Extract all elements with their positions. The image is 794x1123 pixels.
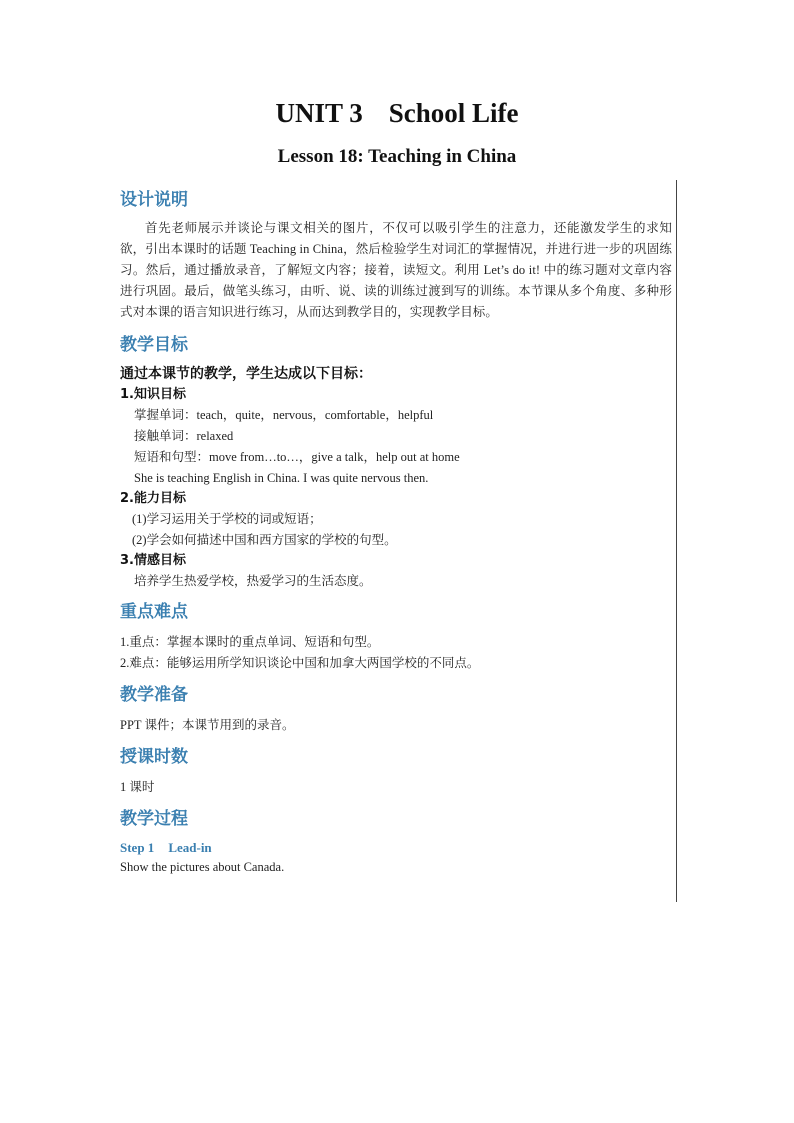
- key-point-1: 1.重点：掌握本课时的重点单词、短语和句型。: [120, 635, 380, 649]
- step-label: Step 1: [120, 840, 155, 855]
- unit-number: UNIT 3: [275, 98, 363, 128]
- master-words: 掌握单词：teach，quite，nervous，comfortable，helpful: [134, 408, 434, 422]
- margin-rule: [676, 180, 677, 902]
- process-heading: 教学过程: [120, 809, 188, 829]
- knowledge-title: 1.知识目标: [120, 387, 186, 402]
- step-1-text: Show the pictures about Canada.: [120, 860, 285, 874]
- unit-title: [0, 98, 794, 129]
- emotion-text: 培养学生热爱学校，热爱学习的生活态度。: [134, 574, 372, 588]
- preparation-heading: 教学准备: [120, 685, 188, 705]
- emotion-title: 3.情感目标: [120, 553, 186, 568]
- phrases: 短语和句型：move from…to…，give a talk，help out at home: [134, 450, 460, 464]
- step-title: Lead-in: [168, 840, 212, 855]
- ability-item-1: (1)学习运用关于学校的词或短语；: [132, 512, 322, 526]
- preparation-text: PPT 课件；本课节用到的录音。: [120, 718, 295, 732]
- hours-heading: 授课时数: [120, 747, 188, 767]
- objectives-heading: 教学目标: [120, 335, 188, 355]
- lesson-title: Lesson 18: Teaching in China: [277, 146, 517, 167]
- contact-words: 接触单词：relaxed: [134, 429, 234, 443]
- ability-item-2: (2)学会如何描述中国和西方国家的学校的句型。: [132, 533, 397, 547]
- sentences: She is teaching English in China. I was quite nervous then.: [134, 471, 429, 485]
- ability-title: 2.能力目标: [120, 491, 186, 506]
- objectives-lead: 通过本课节的教学，学生达成以下目标：: [120, 366, 372, 382]
- key-points-heading: 重点难点: [120, 602, 188, 622]
- design-paragraph: 首先老师展示并谈论与课文相关的图片，不仅可以吸引学生的注意力，还能激发学生的求知欲，引出本课时的话题 Teaching in China，然后检验学生对词汇的掌握情况，并进行进一步的巩固练习。然后，通过播放录音，了解短文内容；接着，读短文。利用 Let’s do it! 中的练习题对文章内容进行巩固。最后，做笔头练习，由听、说、读的训练过渡到写的训练。本节课从多个角度、多种形式对本课的语言知识进行练习，从而达到教学目的，实现教学目标。: [120, 221, 672, 319]
- key-point-2: 2.难点：能够运用所学知识谈论中国和加拿大两国学校的不同点。: [120, 656, 480, 670]
- unit-name: School Life: [388, 98, 519, 128]
- design-heading: 设计说明: [120, 190, 188, 210]
- step-1-heading: [120, 839, 672, 857]
- hours-text: 1 课时: [120, 780, 155, 794]
- lesson-plan-body: [120, 188, 672, 878]
